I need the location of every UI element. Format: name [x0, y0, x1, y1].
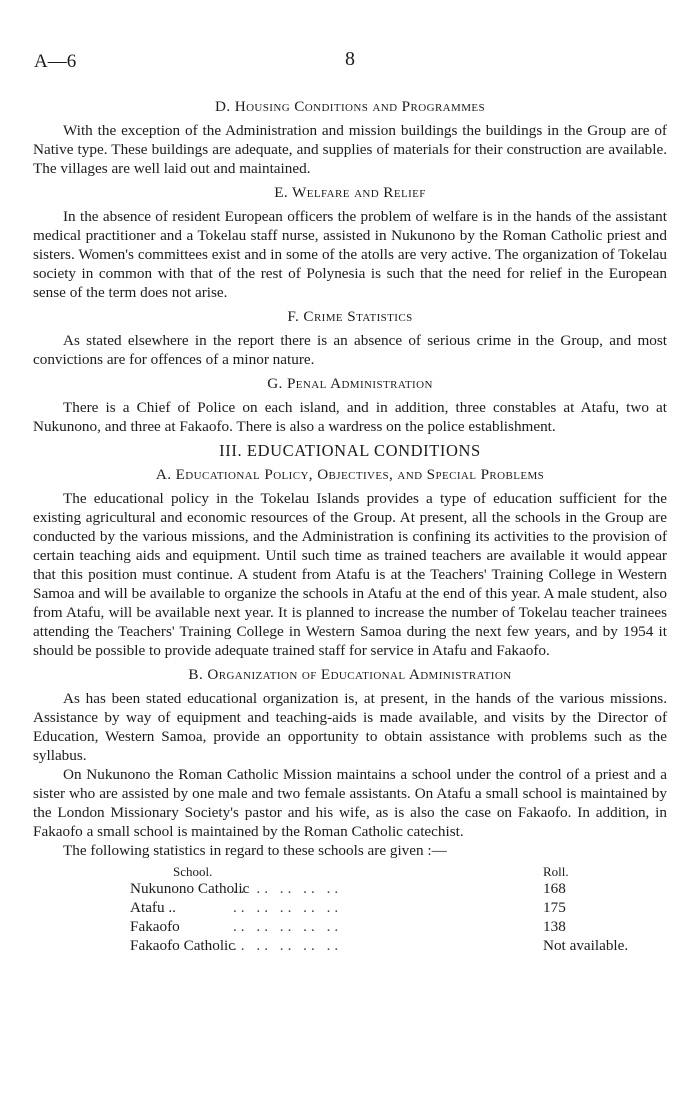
table-row [33, 917, 673, 936]
section-educational-organization [33, 665, 667, 860]
section-code: A—6 [34, 51, 77, 72]
paragraph: The educational policy in the Tokelau Islands provides a type of education sufficient for the existing agricultural and economic resources of the Group. At present, all the schools in the Group are conducted by the various missions, and the Administration is confining its activities to the provision of certain teaching aids and equipment. Until such time as trained teachers are available it would appear that this position must continue. A student from Atafu is at the Teachers' Training College in Western Samoa and will be available to organize the schools in Atafu at the end of this year. A male student, also from Atafu, will be available next year. It is planned to increase the number of Tokelau teacher trainees attending the Teachers' Training College in Western Samoa during the next few years, and by 1954 it should be possible to provide adequate trained staff for service in Atafu and Fakaofo. [33, 490, 667, 659]
part-title: III. EDUCATIONAL CONDITIONS [219, 441, 481, 460]
section-title: B. Organization of Educational Administration [188, 666, 512, 683]
leader-dots: .. .. .. .. .. [233, 899, 343, 916]
paragraph: With the exception of the Administration and mission buildings the buildings in the Group are of Native type. These buildings are adequate, and supplies of materials for their construction are available. The villages are well laid out and maintained. [33, 122, 667, 177]
paragraph: In the absence of resident European officers the problem of welfare is in the hands of the assistant medical practitioner and a Tokelau staff nurse, assisted in Nukunono by the Roman Catholic priest and sisters. Women's committees exist and in some of the atolls are very active. The organization of Tokelau society in common with that of the rest of Polynesia is such that the need for relief in the European sense of the term does not arise. [33, 208, 667, 301]
table-row [33, 898, 673, 917]
section-title: E. Welfare and Relief [274, 184, 426, 201]
school-name: Fakaofo [130, 918, 180, 935]
section-crime [33, 307, 667, 369]
section-title: G. Penal Administration [267, 375, 433, 392]
page-number: 8 [345, 48, 355, 70]
paragraph: As stated elsewhere in the report there is an absence of serious crime in the Group, and most convictions are for offences of a minor nature. [33, 332, 667, 368]
school-name: Nukunono Catholic [130, 880, 250, 897]
paragraph: As has been stated educational organization is, at present, in the hands of the various missions. Assistance by way of equipment and teaching-aids is made available, and visits by the Director of Education, Western Samoa, provide an opportunity to obtain assistance with problems such as the syllabus. [33, 690, 667, 764]
table-row [33, 879, 673, 898]
section-title: D. Housing Conditions and Programmes [214, 98, 486, 115]
school-name: Atafu .. [130, 899, 176, 916]
section-educational-policy [33, 465, 667, 660]
leader-dots: .. .. .. .. .. [233, 918, 343, 935]
paragraph: On Nukunono the Roman Catholic Mission maintains a school under the control of a priest and a sister who are assisted by one male and two female assistants. On Atafu a small school is maintained by the London Missionary Society's pastor and his wife, as is also the case on Fakaofo. In addition, in Fakaofo a small school is maintained by the Roman Catholic catechist. [33, 766, 667, 840]
section-welfare [33, 183, 667, 302]
paragraph: There is a Chief of Police on each island, and in addition, three constables at Atafu, two at Nukunono, and three at Fakaofo. There is also a wardress on the police establishment. [33, 399, 667, 435]
column-header-school: School. [173, 864, 213, 879]
column-header-roll: Roll. [543, 864, 569, 879]
table-row [33, 936, 673, 955]
section-housing [33, 97, 667, 178]
section-penal [33, 374, 667, 436]
section-title: A. Educational Policy, Objectives, and Special Problems [155, 466, 545, 483]
leader-dots: .. .. .. .. .. [233, 880, 343, 897]
school-roll: Not available. [543, 937, 629, 954]
leader-dots: .. .. .. .. .. [233, 937, 343, 954]
paragraph: The following statistics in regard to these schools are given :— [63, 842, 447, 859]
school-name: Fakaofo Catholic [130, 937, 236, 954]
school-roll: 175 [543, 899, 566, 916]
school-statistics-table [33, 862, 667, 962]
school-roll: 168 [543, 880, 566, 897]
page-content [33, 94, 667, 962]
section-title: F. Crime Statistics [287, 308, 413, 325]
school-roll: 138 [543, 918, 566, 935]
